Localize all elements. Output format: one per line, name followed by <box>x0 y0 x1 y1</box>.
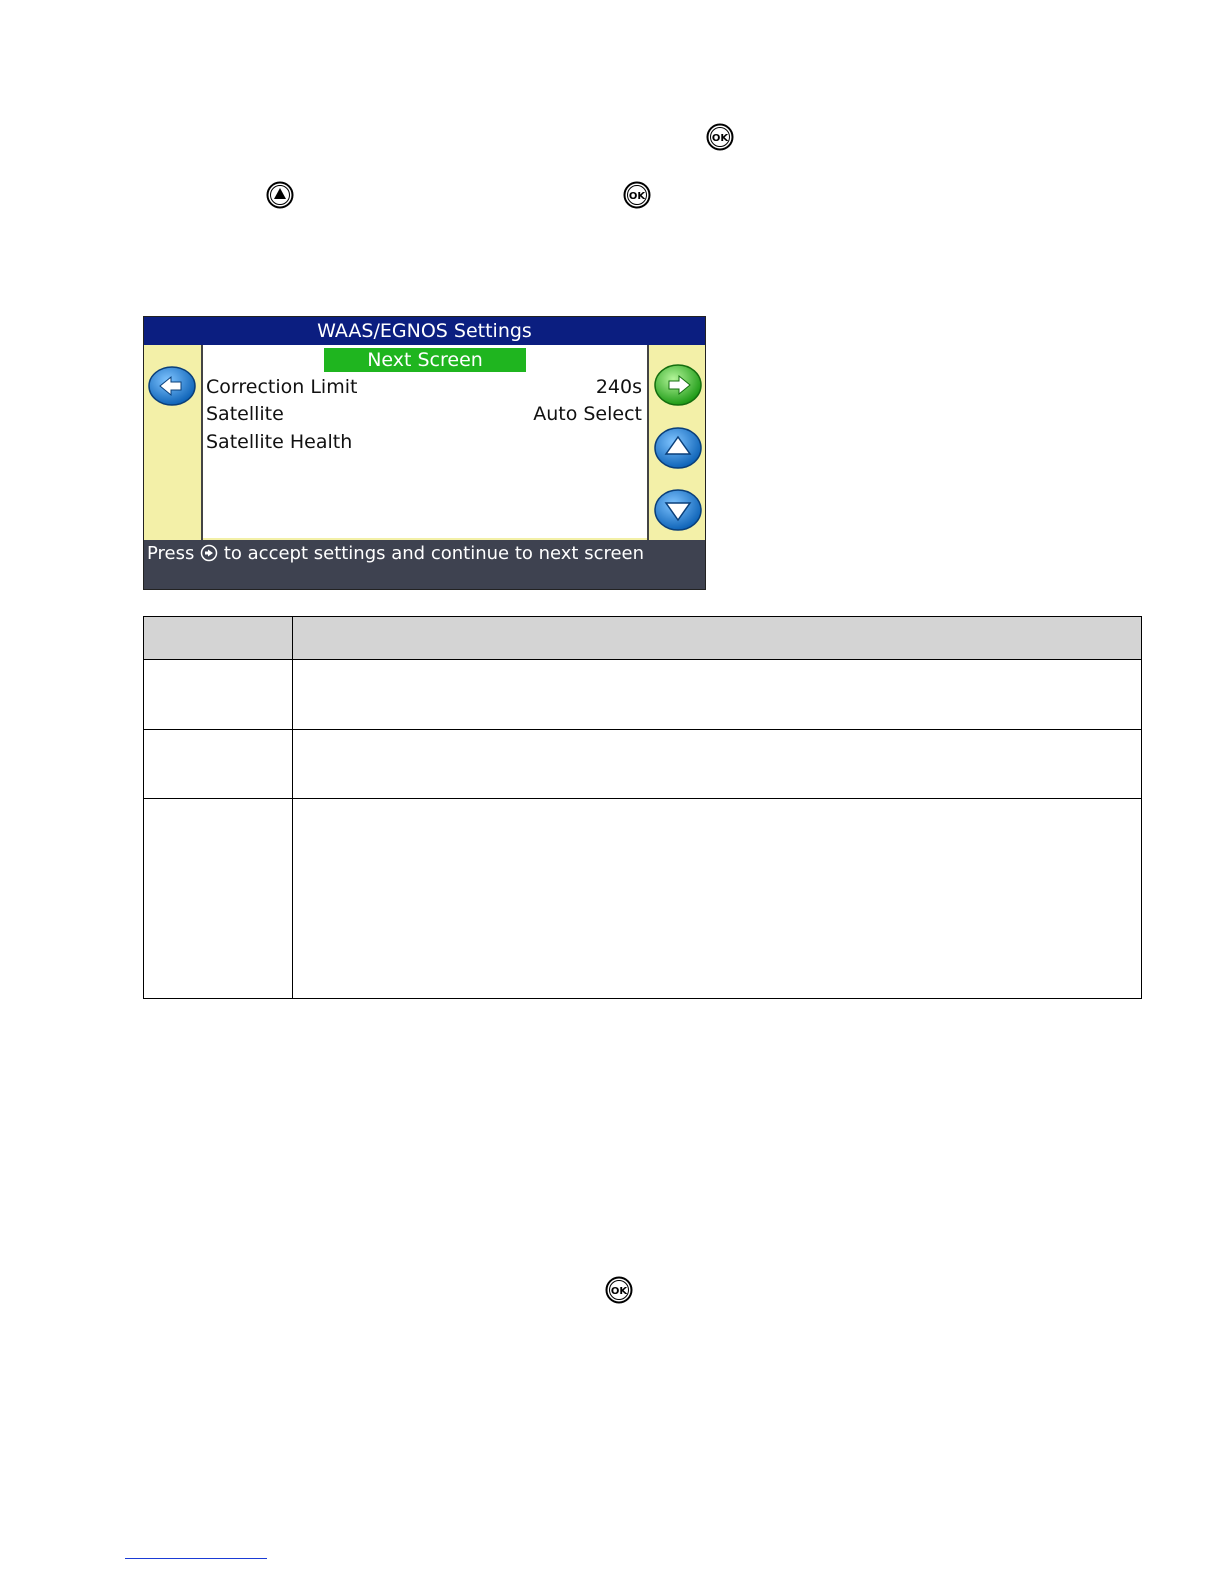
table-cell <box>144 799 293 999</box>
table-header-cell <box>144 617 293 660</box>
settings-description-table <box>143 616 1142 999</box>
help-footer <box>144 540 705 590</box>
setting-value: Auto Select <box>533 403 642 425</box>
ok-button-icon <box>706 123 734 151</box>
table-row <box>144 799 1142 999</box>
table-cell <box>293 799 1142 999</box>
down-arrow-button[interactable] <box>654 488 702 532</box>
svg-text:OK: OK <box>610 1286 628 1297</box>
table-row <box>144 730 1142 799</box>
setting-label: Satellite <box>206 403 284 425</box>
svg-text:OK: OK <box>711 133 729 144</box>
device-screen <box>143 316 706 590</box>
next-circle-icon <box>200 544 218 562</box>
setting-label: Correction Limit <box>206 376 358 398</box>
svg-text:OK: OK <box>628 191 646 202</box>
setting-label: Satellite Health <box>206 431 353 453</box>
table-row <box>144 660 1142 730</box>
footer-text-start: Press <box>147 543 195 564</box>
table-header-row <box>144 617 1142 660</box>
footer-text-end: to accept settings and continue to next screen <box>223 543 645 564</box>
ok-button-icon <box>623 181 651 209</box>
setting-row-satellite-health[interactable] <box>206 429 642 455</box>
screen-title: WAAS/EGNOS Settings <box>144 317 705 345</box>
setting-row-correction-limit[interactable] <box>206 374 642 400</box>
setting-value: 240s <box>595 376 642 398</box>
setting-row-satellite[interactable] <box>206 401 642 427</box>
up-arrow-button[interactable] <box>654 426 702 470</box>
settings-panel <box>203 345 647 538</box>
right-button-column <box>647 345 706 540</box>
table-cell <box>144 660 293 730</box>
table-cell <box>293 730 1142 799</box>
back-arrow-button[interactable] <box>148 365 196 407</box>
ok-button-icon <box>605 1276 633 1304</box>
table-cell <box>144 730 293 799</box>
next-arrow-button[interactable] <box>654 363 702 407</box>
footnote-divider <box>125 1558 267 1559</box>
next-screen-item[interactable]: Next Screen <box>324 348 526 372</box>
table-cell <box>293 660 1142 730</box>
up-arrow-button-icon <box>266 181 294 209</box>
left-button-column <box>144 345 203 540</box>
table-header-cell <box>293 617 1142 660</box>
